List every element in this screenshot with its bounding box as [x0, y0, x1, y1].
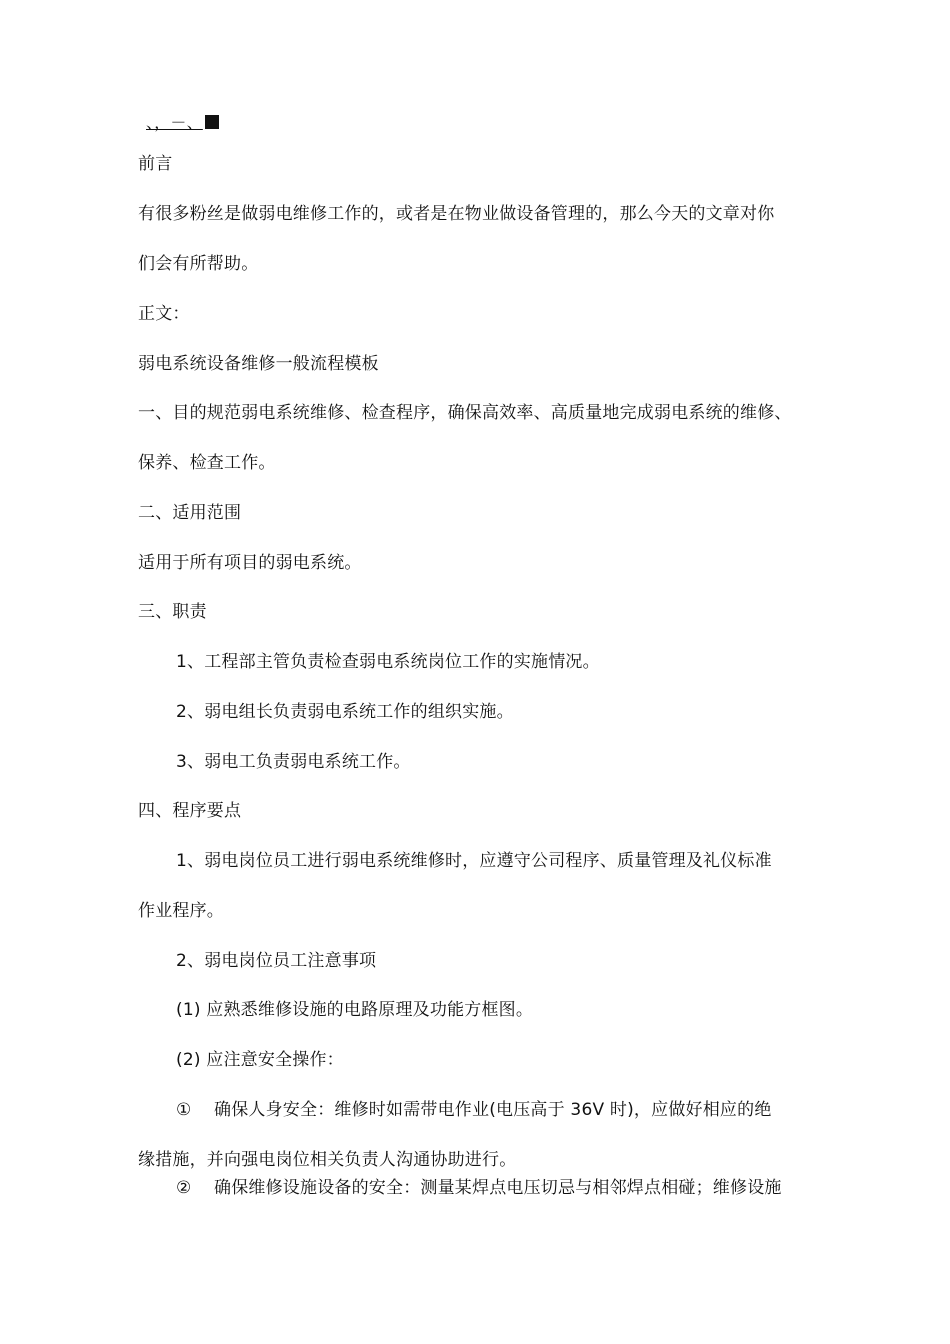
- list-item: 2、弱电岗位员工注意事项: [176, 951, 377, 971]
- list-item: 2、弱电组长负责弱电系统工作的组织实施。: [176, 702, 514, 722]
- document-title: 弱电系统设备维修一般流程模板: [138, 354, 379, 374]
- list-item-text: 确保维修设施设备的安全：测量某焊点电压切忌与相邻焊点相碰；维修设施: [214, 1178, 782, 1198]
- header-marks-text: 、，－、: [146, 113, 203, 132]
- paragraph-line: 缘措施，并向强电岗位相关负责人沟通协助进行。: [138, 1150, 517, 1170]
- paragraph-line: 一、目的规范弱电系统维修、检查程序，确保高效率、高质量地完成弱电系统的维修、: [138, 403, 792, 423]
- paragraph-line: 适用于所有项目的弱电系统。: [138, 553, 362, 573]
- list-item: 1、弱电岗位员工进行弱电系统维修时，应遵守公司程序、质量管理及礼仪标准: [176, 851, 772, 871]
- circled-number-2: ②: [176, 1178, 192, 1198]
- list-item: (2) 应注意安全操作：: [176, 1050, 344, 1070]
- list-item: 1、工程部主管负责检查弱电系统岗位工作的实施情况。: [176, 652, 600, 672]
- section-heading: 二、适用范围: [138, 503, 242, 523]
- paragraph-line: 有很多粉丝是做弱电维修工作的，或者是在物业做设备管理的，那么今天的文章对你: [138, 204, 775, 224]
- paragraph-line: 们会有所帮助。: [138, 254, 259, 274]
- section-title-preface: 前言: [138, 154, 173, 174]
- list-item: (1) 应熟悉维修设施的电路原理及功能方框图。: [176, 1000, 534, 1020]
- section-heading: 三、职责: [138, 602, 207, 622]
- header-marks: [146, 112, 219, 134]
- section-heading: 四、程序要点: [138, 801, 242, 821]
- list-item: [176, 1099, 772, 1121]
- list-item-text: 确保人身安全：维修时如需带电作业(电压高于 36V 时)，应做好相应的绝: [214, 1100, 772, 1120]
- paragraph-line: 作业程序。: [138, 901, 224, 921]
- list-item: 3、弱电工负责弱电系统工作。: [176, 752, 411, 772]
- circled-number-1: ①: [176, 1100, 192, 1120]
- list-item: [176, 1177, 782, 1199]
- black-square-icon: [205, 115, 219, 129]
- section-title-body: 正文：: [138, 304, 190, 324]
- paragraph-line: 保养、检查工作。: [138, 453, 276, 473]
